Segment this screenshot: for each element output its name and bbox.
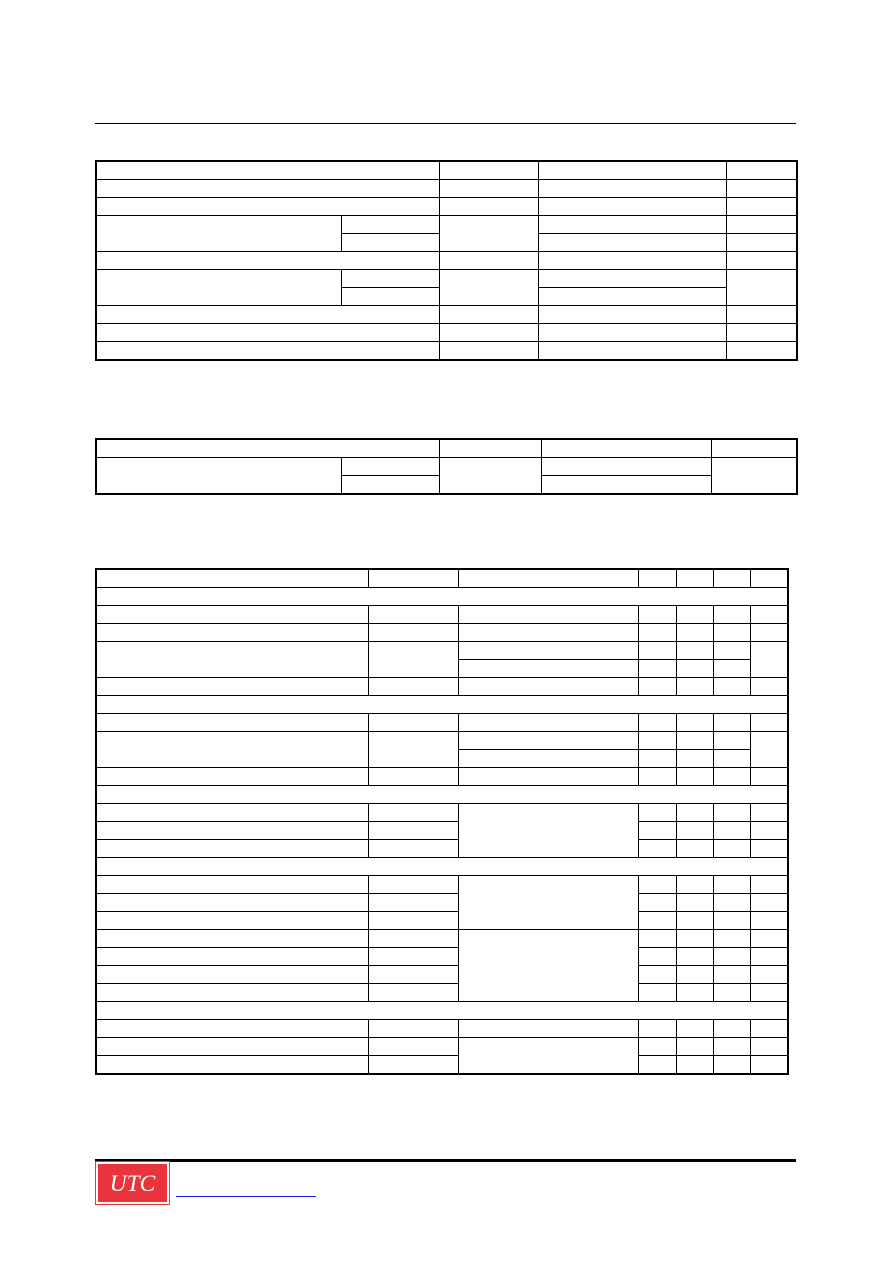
- table-row: [96, 966, 788, 984]
- table-row: [96, 804, 788, 822]
- section-row: [96, 858, 788, 876]
- table-row: [96, 912, 788, 930]
- section-row: [96, 588, 788, 606]
- table-row: [96, 252, 797, 270]
- table-row: [96, 180, 797, 198]
- table-row: [96, 1056, 788, 1075]
- table-row: [96, 642, 788, 660]
- table-row: [96, 342, 797, 361]
- table-row: [96, 161, 797, 180]
- table-row: [96, 1020, 788, 1038]
- utc-logo: [96, 1162, 169, 1204]
- table-row: [96, 624, 788, 642]
- table-row: [96, 270, 797, 288]
- absolute-maximum-ratings-table: [95, 160, 798, 361]
- header-rule: [95, 123, 796, 124]
- table-row: [96, 822, 788, 840]
- table-row: [96, 714, 788, 732]
- table-row: [96, 930, 788, 948]
- svg-text:UTC: UTC: [109, 1171, 156, 1198]
- table-row: [96, 840, 788, 858]
- table-row: [96, 876, 788, 894]
- website-link[interactable]: [176, 1196, 316, 1197]
- utc-logo-mark: [98, 1164, 167, 1202]
- table-row: [96, 894, 788, 912]
- section-row: [96, 696, 788, 714]
- table-row: [96, 324, 797, 342]
- table-row: [96, 458, 797, 476]
- table-row: [96, 569, 788, 588]
- footer-rule: [95, 1159, 796, 1162]
- section-row: [96, 1002, 788, 1020]
- electrical-characteristics-table: [95, 568, 789, 1075]
- table-row: [96, 732, 788, 750]
- table-row: [96, 948, 788, 966]
- thermal-data-table: [95, 438, 798, 495]
- section-row: [96, 786, 788, 804]
- table-row: [96, 768, 788, 786]
- table-row: [96, 439, 797, 458]
- table-row: [96, 216, 797, 234]
- table-row: [96, 984, 788, 1002]
- table-row: [96, 678, 788, 696]
- table-row: [96, 606, 788, 624]
- table-row: [96, 306, 797, 324]
- table-row: [96, 198, 797, 216]
- table-row: [96, 1038, 788, 1056]
